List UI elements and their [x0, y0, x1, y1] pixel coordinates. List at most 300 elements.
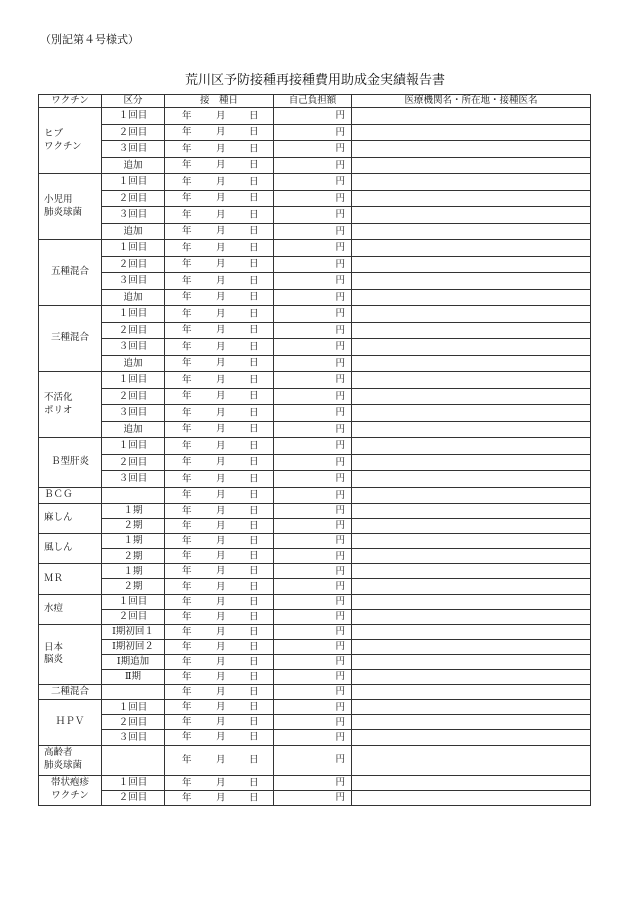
- year-label: 年: [182, 610, 192, 622]
- cost-field[interactable]: 円: [274, 471, 352, 488]
- date-field[interactable]: [165, 438, 274, 455]
- cost-field[interactable]: 円: [274, 124, 352, 141]
- facility-field[interactable]: [352, 372, 591, 389]
- cost-field[interactable]: 円: [274, 594, 352, 609]
- division-cell: ２回目: [102, 454, 165, 471]
- day-label: 日: [249, 754, 259, 766]
- facility-field[interactable]: [352, 174, 591, 191]
- cost-field[interactable]: 円: [274, 141, 352, 158]
- division-cell: １回目: [102, 594, 165, 609]
- header-division: 区分: [102, 95, 165, 108]
- vaccine-name: 風しん: [39, 534, 102, 564]
- division-cell: ２回目: [102, 715, 165, 730]
- month-label: 月: [216, 242, 226, 253]
- cost-field[interactable]: 円: [274, 487, 352, 504]
- date-field[interactable]: [165, 405, 274, 422]
- header-date: 接 種日: [165, 95, 274, 108]
- year-label: 年: [182, 275, 192, 286]
- cost-field[interactable]: 円: [274, 745, 352, 775]
- division-cell: ２回目: [102, 790, 165, 805]
- cost-field[interactable]: 円: [274, 624, 352, 639]
- day-label: 日: [249, 308, 259, 319]
- cost-field[interactable]: 円: [274, 579, 352, 594]
- year-label: 年: [182, 791, 192, 803]
- day-label: 日: [249, 242, 259, 253]
- cost-field[interactable]: 円: [274, 775, 352, 790]
- day-label: 日: [249, 176, 259, 187]
- date-field[interactable]: [165, 670, 274, 685]
- day-label: 日: [249, 565, 259, 577]
- facility-field[interactable]: [352, 609, 591, 624]
- day-label: 日: [249, 192, 259, 204]
- division-cell: １回目: [102, 240, 165, 257]
- table-row: [39, 685, 591, 700]
- month-label: 月: [216, 550, 226, 562]
- date-field[interactable]: [165, 273, 274, 290]
- date-field[interactable]: [165, 639, 274, 654]
- division-cell: ２回目: [102, 256, 165, 273]
- cost-field[interactable]: 円: [274, 223, 352, 240]
- division-cell: Ⅰ期初回１: [102, 624, 165, 639]
- month-label: 月: [216, 520, 226, 532]
- cost-field[interactable]: 円: [274, 405, 352, 422]
- day-label: 日: [249, 610, 259, 622]
- cost-field[interactable]: 円: [274, 421, 352, 438]
- month-label: 月: [216, 610, 226, 622]
- facility-field[interactable]: [352, 240, 591, 257]
- year-label: 年: [182, 535, 192, 547]
- year-label: 年: [182, 258, 192, 270]
- facility-field[interactable]: [352, 339, 591, 356]
- year-label: 年: [182, 209, 192, 220]
- facility-field[interactable]: [352, 454, 591, 471]
- table-row: [39, 306, 591, 323]
- facility-field[interactable]: [352, 579, 591, 594]
- facility-field[interactable]: [352, 405, 591, 422]
- day-label: 日: [249, 641, 259, 653]
- facility-field[interactable]: [352, 471, 591, 488]
- day-label: 日: [249, 341, 259, 352]
- facility-field[interactable]: [352, 594, 591, 609]
- month-label: 月: [216, 258, 226, 270]
- table-row: [39, 534, 591, 549]
- day-label: 日: [249, 791, 259, 803]
- cost-field[interactable]: 円: [274, 790, 352, 805]
- facility-field[interactable]: [352, 306, 591, 323]
- division-cell: ３回目: [102, 141, 165, 158]
- division-cell: ３回目: [102, 339, 165, 356]
- day-label: 日: [249, 143, 259, 154]
- date-field[interactable]: [165, 504, 274, 519]
- facility-field[interactable]: [352, 207, 591, 224]
- table-row: [39, 388, 591, 405]
- date-field[interactable]: [165, 790, 274, 805]
- division-cell: １回目: [102, 108, 165, 125]
- date-field[interactable]: [165, 609, 274, 624]
- table-row: [39, 223, 591, 240]
- division-cell: ３回目: [102, 471, 165, 488]
- cost-field[interactable]: 円: [274, 289, 352, 306]
- date-field[interactable]: [165, 157, 274, 174]
- month-label: 月: [216, 716, 226, 728]
- day-label: 日: [249, 126, 259, 138]
- day-label: 日: [249, 291, 259, 303]
- year-label: 年: [182, 776, 192, 788]
- date-field[interactable]: [165, 174, 274, 191]
- division-cell: １期: [102, 504, 165, 519]
- facility-field[interactable]: [352, 790, 591, 805]
- table-row: [39, 141, 591, 158]
- month-label: 月: [216, 671, 226, 683]
- year-label: 年: [182, 390, 192, 402]
- facility-field[interactable]: [352, 487, 591, 504]
- date-field[interactable]: [165, 624, 274, 639]
- table-row: [39, 240, 591, 257]
- year-label: 年: [182, 489, 192, 501]
- table-row: [39, 273, 591, 290]
- division-cell: [102, 685, 165, 700]
- date-field[interactable]: [165, 322, 274, 339]
- vaccine-name: 高齢者 肺炎球菌: [39, 745, 102, 775]
- cost-field[interactable]: 円: [274, 639, 352, 654]
- day-label: 日: [249, 473, 259, 484]
- division-cell: １回目: [102, 438, 165, 455]
- year-label: 年: [182, 143, 192, 154]
- table-row: [39, 372, 591, 389]
- facility-field[interactable]: [352, 639, 591, 654]
- day-label: 日: [249, 357, 259, 369]
- year-label: 年: [182, 423, 192, 435]
- year-label: 年: [182, 456, 192, 468]
- facility-field[interactable]: [352, 685, 591, 700]
- vaccine-name: 日本 脳炎: [39, 624, 102, 684]
- month-label: 月: [216, 324, 226, 336]
- cost-field[interactable]: 円: [274, 438, 352, 455]
- day-label: 日: [249, 671, 259, 683]
- month-label: 月: [216, 192, 226, 204]
- year-label: 年: [182, 520, 192, 532]
- month-label: 月: [216, 535, 226, 547]
- date-field[interactable]: [165, 421, 274, 438]
- day-label: 日: [249, 535, 259, 547]
- division-cell: ３回目: [102, 730, 165, 745]
- division-cell: 追加: [102, 355, 165, 372]
- facility-field[interactable]: [352, 141, 591, 158]
- date-field[interactable]: [165, 240, 274, 257]
- cost-field[interactable]: 円: [274, 534, 352, 549]
- table-row: [39, 790, 591, 805]
- month-label: 月: [216, 126, 226, 138]
- cost-field[interactable]: 円: [274, 322, 352, 339]
- cost-field[interactable]: 円: [274, 564, 352, 579]
- date-field[interactable]: [165, 715, 274, 730]
- division-cell: １回目: [102, 700, 165, 715]
- month-label: 月: [216, 595, 226, 607]
- table-row: [39, 775, 591, 790]
- day-label: 日: [249, 701, 259, 713]
- year-label: 年: [182, 731, 192, 743]
- cost-field[interactable]: 円: [274, 654, 352, 669]
- division-cell: [102, 487, 165, 504]
- header-row: [39, 95, 591, 108]
- facility-field[interactable]: [352, 745, 591, 775]
- table-row: [39, 108, 591, 125]
- facility-field[interactable]: [352, 715, 591, 730]
- facility-field[interactable]: [352, 190, 591, 207]
- division-cell: ３回目: [102, 273, 165, 290]
- date-field[interactable]: [165, 579, 274, 594]
- table-row: [39, 700, 591, 715]
- facility-field[interactable]: [352, 438, 591, 455]
- date-field[interactable]: [165, 654, 274, 669]
- cost-field[interactable]: 円: [274, 454, 352, 471]
- division-cell: [102, 745, 165, 775]
- day-label: 日: [249, 656, 259, 668]
- report-table: [38, 94, 591, 806]
- month-label: 月: [216, 291, 226, 303]
- facility-field[interactable]: [352, 654, 591, 669]
- facility-field[interactable]: [352, 421, 591, 438]
- cost-field[interactable]: 円: [274, 388, 352, 405]
- division-cell: ２回目: [102, 388, 165, 405]
- year-label: 年: [182, 110, 192, 121]
- month-label: 月: [216, 776, 226, 788]
- cost-field[interactable]: 円: [274, 339, 352, 356]
- table-row: [39, 405, 591, 422]
- table-row: [39, 624, 591, 639]
- table-row: [39, 174, 591, 191]
- month-label: 月: [216, 731, 226, 743]
- year-label: 年: [182, 671, 192, 683]
- day-label: 日: [249, 390, 259, 402]
- division-cell: ３回目: [102, 207, 165, 224]
- division-cell: 追加: [102, 421, 165, 438]
- day-label: 日: [249, 716, 259, 728]
- date-field[interactable]: [165, 564, 274, 579]
- date-field[interactable]: [165, 256, 274, 273]
- day-label: 日: [249, 258, 259, 270]
- cost-field[interactable]: 円: [274, 108, 352, 125]
- table-row: [39, 190, 591, 207]
- cost-field[interactable]: 円: [274, 372, 352, 389]
- vaccine-name: 帯状疱疹 ワクチン: [39, 775, 102, 805]
- date-field[interactable]: [165, 730, 274, 745]
- month-label: 月: [216, 505, 226, 517]
- month-label: 月: [216, 143, 226, 154]
- day-label: 日: [249, 489, 259, 501]
- day-label: 日: [249, 209, 259, 220]
- facility-field[interactable]: [352, 157, 591, 174]
- cost-field[interactable]: 円: [274, 240, 352, 257]
- cost-field[interactable]: 円: [274, 730, 352, 745]
- day-label: 日: [249, 423, 259, 435]
- facility-field[interactable]: [352, 504, 591, 519]
- table-row: [39, 639, 591, 654]
- month-label: 月: [216, 110, 226, 121]
- division-cell: １回目: [102, 775, 165, 790]
- table-row: [39, 256, 591, 273]
- facility-field[interactable]: [352, 108, 591, 125]
- vaccine-name: 麻しん: [39, 504, 102, 534]
- vaccine-name: 二種混合: [39, 685, 102, 700]
- cost-field[interactable]: 円: [274, 519, 352, 534]
- month-label: 月: [216, 390, 226, 402]
- day-label: 日: [249, 550, 259, 562]
- year-label: 年: [182, 159, 192, 171]
- division-cell: ２回目: [102, 609, 165, 624]
- table-row: [39, 471, 591, 488]
- year-label: 年: [182, 505, 192, 517]
- year-label: 年: [182, 126, 192, 138]
- table-row: [39, 609, 591, 624]
- day-label: 日: [249, 595, 259, 607]
- year-label: 年: [182, 754, 192, 766]
- date-field[interactable]: [165, 306, 274, 323]
- facility-field[interactable]: [352, 388, 591, 405]
- facility-field[interactable]: [352, 223, 591, 240]
- date-field[interactable]: [165, 549, 274, 564]
- table-row: [39, 730, 591, 745]
- day-label: 日: [249, 731, 259, 743]
- facility-field[interactable]: [352, 534, 591, 549]
- vaccine-name: 五種混合: [39, 240, 102, 306]
- date-field[interactable]: [165, 388, 274, 405]
- vaccine-name: 小児用 肺炎球菌: [39, 174, 102, 240]
- date-field[interactable]: [165, 207, 274, 224]
- date-field[interactable]: [165, 141, 274, 158]
- division-cell: Ⅱ期: [102, 670, 165, 685]
- division-cell: １回目: [102, 372, 165, 389]
- date-field[interactable]: [165, 519, 274, 534]
- facility-field[interactable]: [352, 624, 591, 639]
- date-field[interactable]: [165, 594, 274, 609]
- table-row: [39, 564, 591, 579]
- year-label: 年: [182, 407, 192, 418]
- date-field[interactable]: [165, 534, 274, 549]
- month-label: 月: [216, 374, 226, 385]
- table-row: [39, 339, 591, 356]
- report-body: [39, 108, 591, 806]
- day-label: 日: [249, 580, 259, 592]
- date-field[interactable]: [165, 289, 274, 306]
- year-label: 年: [182, 565, 192, 577]
- cost-field[interactable]: 円: [274, 157, 352, 174]
- facility-field[interactable]: [352, 564, 591, 579]
- date-field[interactable]: [165, 775, 274, 790]
- month-label: 月: [216, 440, 226, 451]
- division-cell: ２回目: [102, 190, 165, 207]
- year-label: 年: [182, 291, 192, 303]
- facility-field[interactable]: [352, 273, 591, 290]
- table-row: [39, 670, 591, 685]
- facility-field[interactable]: [352, 549, 591, 564]
- cost-field[interactable]: 円: [274, 504, 352, 519]
- division-cell: Ⅰ期初回２: [102, 639, 165, 654]
- cost-field[interactable]: 円: [274, 306, 352, 323]
- date-field[interactable]: [165, 487, 274, 504]
- cost-field[interactable]: 円: [274, 715, 352, 730]
- division-cell: １回目: [102, 174, 165, 191]
- division-cell: ２回目: [102, 124, 165, 141]
- month-label: 月: [216, 754, 226, 766]
- date-field[interactable]: [165, 745, 274, 775]
- facility-field[interactable]: [352, 775, 591, 790]
- facility-field[interactable]: [352, 355, 591, 372]
- month-label: 月: [216, 225, 226, 237]
- month-label: 月: [216, 626, 226, 638]
- date-field[interactable]: [165, 685, 274, 700]
- month-label: 月: [216, 791, 226, 803]
- year-label: 年: [182, 308, 192, 319]
- month-label: 月: [216, 656, 226, 668]
- table-row: [39, 454, 591, 471]
- month-label: 月: [216, 701, 226, 713]
- facility-field[interactable]: [352, 124, 591, 141]
- table-row: [39, 207, 591, 224]
- date-field[interactable]: [165, 223, 274, 240]
- table-row: [39, 124, 591, 141]
- vaccine-name: 三種混合: [39, 306, 102, 372]
- form-number: （別記第４号様式）: [40, 33, 139, 46]
- table-row: [39, 487, 591, 504]
- date-field[interactable]: [165, 339, 274, 356]
- cost-field[interactable]: 円: [274, 256, 352, 273]
- date-field[interactable]: [165, 108, 274, 125]
- cost-field[interactable]: 円: [274, 609, 352, 624]
- cost-field[interactable]: 円: [274, 273, 352, 290]
- date-field[interactable]: [165, 454, 274, 471]
- date-field[interactable]: [165, 700, 274, 715]
- year-label: 年: [182, 192, 192, 204]
- facility-field[interactable]: [352, 700, 591, 715]
- division-cell: １期: [102, 564, 165, 579]
- date-field[interactable]: [165, 471, 274, 488]
- month-label: 月: [216, 423, 226, 435]
- table-row: [39, 594, 591, 609]
- month-label: 月: [216, 407, 226, 418]
- facility-field[interactable]: [352, 322, 591, 339]
- facility-field[interactable]: [352, 256, 591, 273]
- month-label: 月: [216, 275, 226, 286]
- facility-field[interactable]: [352, 670, 591, 685]
- month-label: 月: [216, 341, 226, 352]
- month-label: 月: [216, 641, 226, 653]
- table-row: [39, 579, 591, 594]
- day-label: 日: [249, 407, 259, 418]
- facility-field[interactable]: [352, 519, 591, 534]
- day-label: 日: [249, 159, 259, 171]
- date-field[interactable]: [165, 124, 274, 141]
- date-field[interactable]: [165, 372, 274, 389]
- cost-field[interactable]: 円: [274, 190, 352, 207]
- year-label: 年: [182, 626, 192, 638]
- cost-field[interactable]: 円: [274, 207, 352, 224]
- cost-field[interactable]: 円: [274, 355, 352, 372]
- date-field[interactable]: [165, 190, 274, 207]
- table-row: [39, 355, 591, 372]
- date-field[interactable]: [165, 355, 274, 372]
- year-label: 年: [182, 641, 192, 653]
- day-label: 日: [249, 275, 259, 286]
- facility-field[interactable]: [352, 289, 591, 306]
- table-row: [39, 438, 591, 455]
- cost-field[interactable]: 円: [274, 685, 352, 700]
- cost-field[interactable]: 円: [274, 700, 352, 715]
- cost-field[interactable]: 円: [274, 549, 352, 564]
- cost-field[interactable]: 円: [274, 670, 352, 685]
- facility-field[interactable]: [352, 730, 591, 745]
- cost-field[interactable]: 円: [274, 174, 352, 191]
